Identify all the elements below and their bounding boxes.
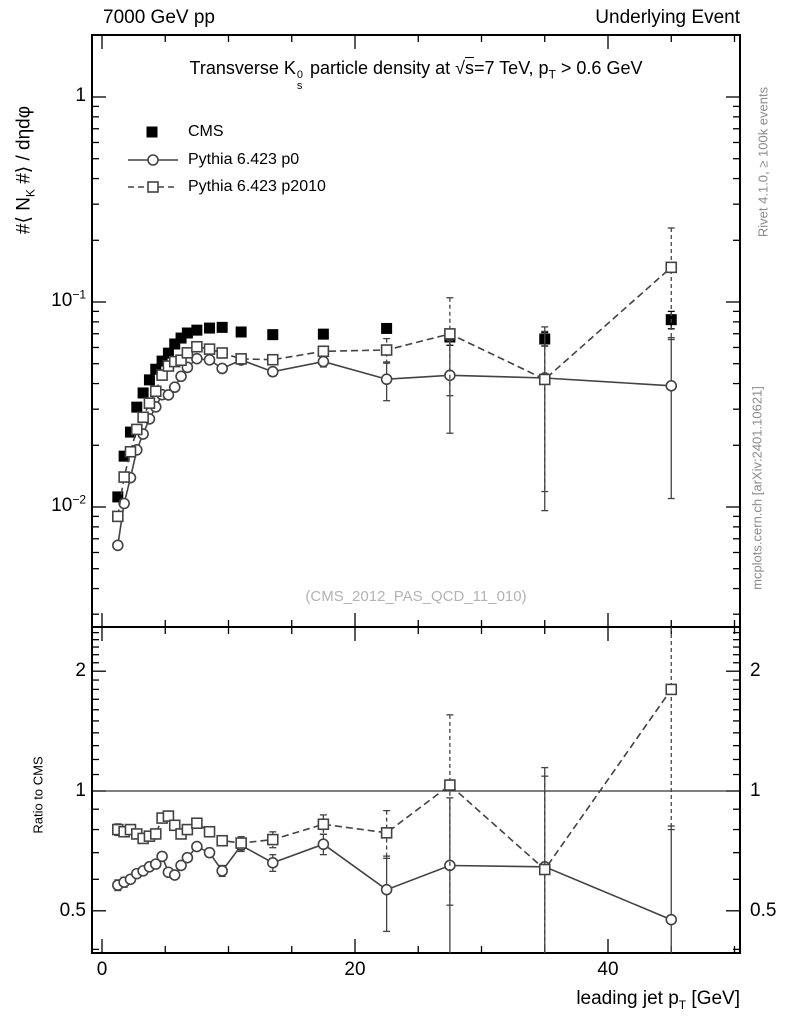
- ratio-tick-label-right: 0.5: [750, 899, 777, 921]
- analysis-category-label: Underlying Event: [595, 7, 740, 28]
- ratio-axis-title: Ratio to CMS: [30, 756, 46, 834]
- legend-item-cms: CMS: [188, 123, 224, 140]
- legend-markers: [128, 127, 178, 193]
- y-axis-title: #⟨ $N_K$ #⟩ / dηdφ: [13, 105, 38, 235]
- legend-marker-p2010: [148, 182, 158, 192]
- ratio-panel-border: [92, 627, 740, 953]
- series-p0: [113, 327, 676, 550]
- ratio-tick-label-right: 1: [750, 780, 761, 801]
- rivet-version-note: Rivet 4.1.0, ≥ 100k events: [755, 86, 771, 238]
- y-axis-tick-label: $10^{-2}$: [51, 492, 86, 516]
- main-panel-data: [112, 228, 676, 550]
- x-axis-tick-label: 40: [597, 959, 619, 980]
- x-axis-tick-label: 0: [96, 959, 108, 980]
- x-axis-title: leading jet $p_T$ [GeV]: [576, 988, 740, 1012]
- ratio-tick-label-left: 2: [75, 660, 86, 682]
- plot-title: Transverse K 0 s particle density at √s=7 TeV, $p_T > 0.6$ GeV: [189, 58, 643, 92]
- series-cms: [112, 311, 676, 502]
- legend-marker-p0: [148, 155, 158, 165]
- axes-frame: [92, 35, 740, 953]
- y-axis-tick-label: $10^{-1}$: [51, 287, 86, 311]
- series-p0-ratio: [113, 768, 676, 1024]
- y-axis-tick-label: 1: [75, 85, 86, 106]
- legend-marker-cms: [147, 127, 158, 138]
- legend-item-pythia-p0: Pythia 6.423 p0: [188, 151, 300, 168]
- k-short-symbol: 0 s: [296, 69, 304, 92]
- x-axis-tick-label: 20: [344, 959, 366, 980]
- ratio-tick-label-left: 0.5: [59, 899, 86, 921]
- beam-energy-label: 7000 GeV pp: [103, 7, 215, 28]
- analysis-id-watermark: (CMS_2012_PAS_QCD_11_010): [305, 588, 527, 605]
- series-p2010: [113, 228, 676, 521]
- ratio-tick-label-left: 1: [75, 780, 86, 801]
- legend-item-pythia-p2010: Pythia 6.423 p2010: [188, 178, 326, 195]
- ratio-tick-label-right: 2: [750, 660, 761, 682]
- mcplots-source-note: mcplots.cern.ch [arXiv:2401.10621]: [749, 386, 765, 590]
